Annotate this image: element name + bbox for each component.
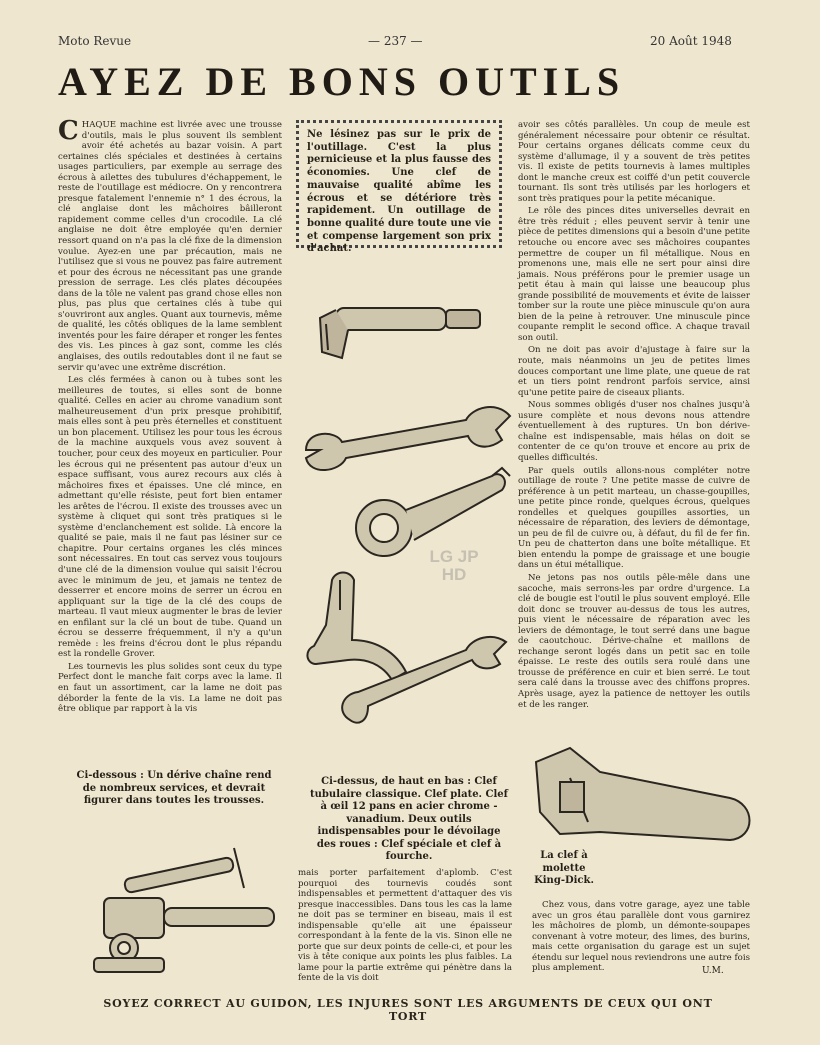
flat-wrench-icon bbox=[306, 407, 510, 470]
paragraph: Ne jetons pas nos outils pêle-mêle dans une sacoche, mais serrons-les par ordre d'urgence. La clé de bougie est l'outil le plus souvent employé. Elle doit donc se trouver au-dessus de tous les autres, puis vient le nécessaire de réparation avec les leviers de démontage, le tout serré dans une bague de caoutchouc. Dérive-chaîne et maillons de rechange seront logés dans un petit sac en toile épaisse. Le reste des outils sera roulé dans une trousse de préférence en cuir et bien serré. Le tout sera calé dans la trousse avec des chiffons propres. Après usage, ayez la patience de nettoyer les outils et de les ranger. bbox=[518, 572, 750, 710]
paragraph: Nous sommes obligés d'user nos chaînes jusqu'à usure complète et nous devons nous attendre éventuellement à des ruptures. Un bon dérive-chaîne est indispensable, mais hélas on doit se contenter de ce qu'on trouve et encore au prix de quelles difficultés. bbox=[518, 400, 750, 463]
wrenches-illustration bbox=[296, 280, 516, 750]
paragraph: Chez vous, dans votre garage, ayez une table avec un gros étau parallèle dont vous garnirez les mâchoires de plomb, un démonte-soupapes convenant à votre moteur, des limes, des burins, mais cette organisation du garage est un sujet étendu sur lequel nous reviendrons une autre fois plus amplement. bbox=[532, 900, 750, 974]
paragraph: avoir ses côtés parallèles. Un coup de meule est généralement nécessaire pour obtenir ce résultat. Pour certains organes délicats comme ceux du système d'allumage, il y a souvent de très petites vis. Il existe de petits tournevis à lames multiples dont le manche creux est coiffé d'un petit couvercle tournant. Ils sont très utilisés par les horlogers et sont très pratiques pour la petite mécanique. bbox=[518, 120, 750, 204]
watermark: LG JP HD bbox=[429, 547, 479, 584]
caption-king-dick: La clef à molette King-Dick. bbox=[534, 850, 594, 886]
column-right bbox=[518, 120, 750, 732]
column-left bbox=[58, 116, 282, 752]
paragraph: Les tournevis les plus solides sont ceux du type Perfect dont le manche fait corps avec la lame. Il en faut un assortiment, car la lame ne doit pas déborder la fente de la vis. La lame ne doit pas être oblique par rapport à la vis bbox=[58, 661, 282, 715]
page-number: — 237 — bbox=[368, 34, 423, 48]
paragraph: Le rôle des pinces dites universelles devrait en être très réduit ; elles peuvent servir à tenir une pièce de petites dimensions qui a besoin d'une petite retouche ou encore avec ses mâchoires coupantes permettre de couper un fil métallique. Nous en promenons une, mais elle ne sert pour ainsi dire jamais. Nous préférons pour le premier usage un petit étau à main qui laisse une beaucoup plus grande possibilité de mouvements et évite de laisser tomber sur la route une pièce minuscule qu'on aura bien de la peine à retrouver. Une minuscule pince coupante remplit le second office. A chaque travail son outil. bbox=[518, 206, 750, 343]
paragraph: mais porter parfaitement d'aplomb. C'est pourquoi des tournevis coudés sont indispensables et permettent d'attaquer des vis presque inaccessibles. Dans tous les cas la lame ne doit pas se terminer en biseau, mais il est indispensable qu'elle ait une épaisseur correspondant à la fente de la vis. Sinon elle ne porte que sur deux points de celle-ci, et pour les vis à tête conique aux points les plus faibles. La lame pour la partie extrême qui pénètre dans la fente de la vis doit bbox=[298, 868, 512, 984]
magazine-name: Moto Revue bbox=[58, 34, 132, 48]
boxed-quote: Ne lésinez pas sur le prix de l'outillage. C'est la plus pernicieuse et la plus fausse des économies. Une clef de mauvaise qualité abîme les écrous et se détériore très rapidement. Un outillage de bonne qualité dure toute une vie et compense largement son prix d'achat. bbox=[296, 120, 502, 248]
caption-wrenches: Ci-dessus, de haut en bas : Clef tubulaire classique. Clef plate. Clef à œil 12 pans en acier chrome - vanadium. Deux outils indispensables pour le dévoilage des roues : Clef spéciale et clef à fourche. bbox=[310, 776, 508, 862]
paragraph: HAQUE machine est livrée avec une trousse d'outils, mais le plus souvent ils semblent avoir été achetés au bazar voisin. A part certaines clés spéciales et destinées à certains usages particuliers, par exemple au serrage des écrous à ailettes des tubulures d'échappement, le reste de l'outillage est médiocre. On y rencontrera presque fatalement l'ennemie n° 1 des écrous, la clé anglaise dont les mâchoires bâilleront rapidement comme celles d'un crocodile. La clé anglaise ne doit être employée qu'en dernier ressort quand on n'a pas la clé fixe de la dimension voulue. Ayez-en une par précaution, mais ne l'utilisez que si vous ne pouvez pas faire autrement et pour des écrous ne nécessitant pas une grande pression de serrage. Les clés plates découpées dans de la tôle ne valent pas grand chose elles non plus, pas plus que certaines clés à tube qui s'ouvriront aux angles. Quant aux tournevis, même de qualité, les côtés obliques de la lame semblent inventés pour les faire déraper et ronger les fentes des vis. Les pinces à gaz sont, comme les clés anglaises, des outils redoutables dont il ne faut se servir qu'avec une extrême discrétion. bbox=[58, 120, 282, 373]
paragraph: On ne doit pas avoir d'ajustage à faire sur la route, mais néanmoins un jeu de petites limes douces comportant une lime plate, une queue de rat et un tiers point rendront parfois service, ainsi qu'une petite paire de ciseaux pliants. bbox=[518, 345, 750, 398]
spoke-wrench-icon bbox=[307, 573, 406, 681]
paragraph: Les clés fermées à canon ou à tubes sont les meilleures de toutes, si elles sont de bonne qualité. Celles en acier au chrome vanadium sont malheureusement d'un prix presque prohibitif, mais elles sont à peu près éternelles et constituent un bon placement. Utilisez les pour tous les écrous de la machine auxquels vous avez souvent à toucher, pour ceux des moyeux en particulier. Pour les écrous qui ne présentent pas autour d'eux un espace suffisant, vous aurez recours aux clés à mâchoires fixes et épaisses. Une clé mince, en admettant qu'elle résiste, peut fort bien entamer les arêtes de l'écrou. Il existe des trousses avec un système à cliquet qui sont très pratiques si le système d'enclanchement est solide. Là encore la qualité se paie, mais il ne faut pas lésiner sur ce chapitre. Pour certains organes les clés minces sont nécessaires. En tout cas servez vous toujours d'une clé de la dimension voulue qui saisit l'écrou avec le minimum de jeu, et jamais ne tentez de desserrer et encore moins de serrer un écrou en appliquant sur la tige de la clé des coups de marteau. Il vaut mieux augmenter le bras de levier en enfilant sur la clé un bout de tube. Quand un écrou se desserre fréquemment, il n'y a qu'un remède : les freins d'écrou dont le plus répandu est la rondelle Grover. bbox=[58, 375, 282, 660]
footer-slogan: SOYEZ CORRECT AU GUIDON, LES INJURES SONT LES ARGUMENTS DE CEUX QUI ONT TORT bbox=[103, 997, 713, 1023]
drop-cap: C bbox=[58, 116, 79, 146]
caption-chain-tool: Ci-dessous : Un dérive chaîne rend de nombreux services, et devrait figurer dans toutes les trousses. bbox=[76, 770, 272, 806]
paragraph: Par quels outils allons-nous compléter notre outillage de route ? Une petite masse de cuivre de préférence à un petit marteau, un chasse-goupilles, une petite pince ronde, quelques écrous, quelques rondelles et quelques goupilles assorties, un nécessaire de réparation, des leviers de démontage, un peu de fil de cuivre ou, à défaut, du fil de fer fin. Un peu de chatterton dans une boîte métallique. Et bien entendu la pompe de graissage et une bougie dans un étui métallique. bbox=[518, 465, 750, 571]
article-title: AYEZ DE BONS OUTILS bbox=[58, 59, 626, 104]
author-signature: U.M. bbox=[702, 966, 724, 976]
king-dick-wrench-illustration bbox=[530, 742, 760, 852]
tubular-wrench-icon bbox=[320, 308, 480, 358]
ring-spanner-icon bbox=[356, 468, 510, 556]
column-middle-bottom bbox=[298, 868, 512, 988]
chain-breaker-illustration bbox=[84, 828, 284, 988]
issue-date: 20 Août 1948 bbox=[650, 34, 732, 48]
